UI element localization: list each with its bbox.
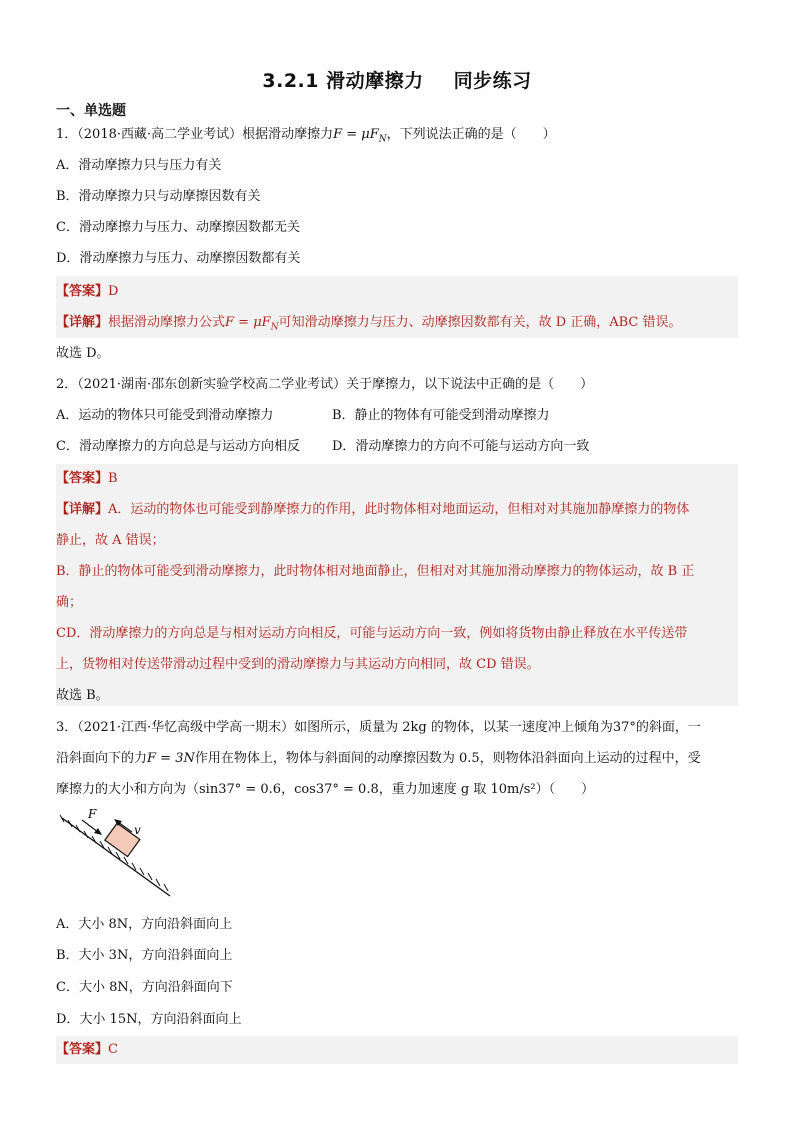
q3-stem-line-3: 摩擦力的大小和方向为（sin37° = 0.6，cos37° = 0.8，重力加速度 g 取 10m/s²）（ ）	[56, 782, 595, 797]
q2-stem: 2．（2021·湖南·邵东创新实验学校高二学业考试）关于摩擦力，以下说法中正确的是（ ）	[56, 377, 594, 392]
q2-answer: 【答案】B	[56, 471, 118, 486]
section-heading: 一、单选题	[56, 103, 126, 119]
q1-option-c: C．滑动摩擦力与压力、动摩擦因数都无关	[56, 220, 300, 235]
title-subtitle: 同步练习	[453, 70, 532, 92]
q1-option-d: D．滑动摩擦力与压力、动摩擦因数都有关	[56, 251, 301, 266]
title-topic: 3.2.1 滑动摩擦力	[262, 70, 424, 92]
q2-detail-line-5: CD．滑动摩擦力的方向总是与相对运动方向相反，可能与运动方向一致，例如将货物由静止释放在水平传送带	[56, 626, 688, 641]
q1-conclusion: 故选 D。	[56, 346, 110, 361]
q2-conclusion: 故选 B。	[56, 688, 109, 703]
q3-answer-band	[56, 1036, 738, 1064]
q3-stem-line-2: 沿斜面向下的力F = 3N作用在物体上，物体与斜面间的动摩擦因数为 0.5，则物体沿斜面向上运动的过程中，受	[56, 751, 701, 766]
q2-detail-line-4: 确；	[56, 595, 83, 610]
force-label: F	[88, 808, 97, 821]
q3-option-b: B．大小 3N，方向沿斜面向上	[56, 948, 233, 963]
q2-detail-line-6: 上，货物相对传送带滑动过程中受到的滑动摩擦力与其运动方向相同，故 CD 错误。	[56, 657, 540, 672]
q3-option-a: A．大小 8N，方向沿斜面向上	[56, 917, 233, 932]
q2-option-c: C．滑动摩擦力的方向总是与运动方向相反	[56, 439, 300, 454]
q3-option-d: D．大小 15N，方向沿斜面向上	[56, 1012, 242, 1027]
q2-option-d: D．滑动摩擦力的方向不可能与运动方向一致	[332, 439, 590, 454]
force-arrow	[82, 820, 98, 832]
q3-option-c: C．大小 8N，方向沿斜面向下	[56, 980, 233, 995]
q1-formula: $F = \mu F_N$	[333, 127, 387, 145]
q3-answer: 【答案】C	[56, 1042, 118, 1057]
q2-option-a: A．运动的物体只可能受到滑动摩擦力	[56, 408, 274, 423]
q2-detail-line-3: B．静止的物体可能受到滑动摩擦力，此时物体相对地面静止，但相对对其施加滑动摩擦力的物体运动，故 B 正	[56, 564, 695, 579]
q2-detail-line-1: 【详解】A．运动的物体也可能受到静摩擦力的作用，此时物体相对地面运动，但相对对其施加静摩擦力的物体	[56, 502, 690, 517]
q1-option-a: A．滑动摩擦力只与压力有关	[56, 158, 222, 173]
force-arrow-head	[94, 828, 102, 835]
q1-option-b: B．滑动摩擦力只与动摩擦因数有关	[56, 189, 261, 204]
q1-stem: 1．（2018·西藏·高二学业考试）根据滑动摩擦力$F = \mu F_N$，下列说法正确的是（ ）	[56, 127, 556, 145]
q2-detail-line-2: 静止，故 A 错误；	[56, 533, 165, 548]
page-title	[0, 66, 794, 93]
velocity-label: v	[134, 823, 141, 837]
q1-detail: 【详解】根据滑动摩擦力公式$F = \mu F_N$可知滑动摩擦力与压力、动摩擦因数都有关，故 D 正确，ABC 错误。	[56, 315, 682, 333]
incline-hatch	[60, 815, 168, 891]
q2-option-b: B．静止的物体有可能受到滑动摩擦力	[332, 408, 550, 423]
q1-answer: 【答案】D	[56, 284, 119, 299]
incline-figure	[58, 808, 178, 903]
q3-stem-line-1: 3．（2021·江西·华忆高级中学高一期末）如图所示，质量为 2kg 的物体，以某一速度冲上倾角为37°的斜面，一	[56, 720, 701, 735]
